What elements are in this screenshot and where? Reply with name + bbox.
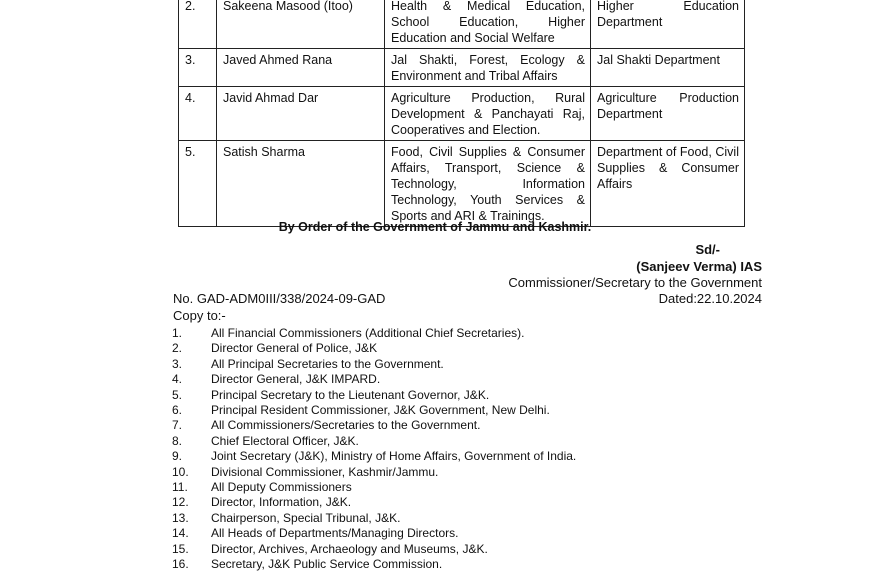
department: Department of Food, Civil Supplies & Consumer Affairs bbox=[591, 141, 745, 227]
list-item-text: Joint Secretary (J&K), Ministry of Home Affairs, Government of India. bbox=[211, 449, 577, 464]
list-item bbox=[172, 495, 576, 510]
serial-no: 2. bbox=[179, 0, 217, 49]
list-item bbox=[172, 341, 576, 356]
list-item-number: 2. bbox=[172, 341, 183, 356]
list-item-number: 11. bbox=[172, 480, 188, 495]
list-item bbox=[172, 372, 576, 387]
list-item-text: Director General of Police, J&K bbox=[211, 341, 378, 356]
list-item-text: All Deputy Commissioners bbox=[211, 480, 352, 495]
signature-sd: Sd/- bbox=[695, 242, 720, 257]
list-item-text: Director General, J&K IMPARD. bbox=[211, 372, 381, 387]
minister-name: Satish Sharma bbox=[217, 141, 385, 227]
signatory-name: (Sanjeev Verma) IAS bbox=[636, 259, 762, 274]
list-item-text: Chief Electoral Officer, J&K. bbox=[211, 433, 359, 448]
portfolio: Food, Civil Supplies & Consumer Affairs, Transport, Science & Technology, Information Technology, Youth Services & Sports and ARI & Trainings. bbox=[385, 141, 591, 227]
list-item-text: All Financial Commissioners (Additional Chief Secretaries). bbox=[211, 326, 525, 340]
list-item-number: 14. bbox=[172, 526, 189, 541]
list-item-text: All Heads of Departments/Managing Directors. bbox=[211, 526, 459, 541]
signatory-designation: Commissioner/Secretary to the Government bbox=[508, 275, 762, 290]
order-line: By Order of the Government of Jammu and Kashmir. bbox=[278, 220, 592, 234]
list-item bbox=[172, 449, 576, 464]
list-item-number: 4. bbox=[172, 372, 183, 387]
order-date: Dated:22.10.2024 bbox=[658, 291, 762, 306]
list-item-number: 7. bbox=[172, 418, 183, 433]
portfolio: Health & Medical Education, School Education, Higher Education and Social Welfare bbox=[385, 0, 591, 49]
department: Higher Education Department bbox=[591, 0, 745, 49]
serial-no: 4. bbox=[179, 87, 217, 141]
list-item bbox=[172, 357, 576, 372]
list-item bbox=[172, 388, 576, 403]
list-item bbox=[172, 403, 576, 418]
list-item-number: 6. bbox=[172, 403, 183, 418]
list-item bbox=[172, 526, 576, 541]
list-item-number: 3. bbox=[172, 356, 183, 371]
list-item-number: 5. bbox=[172, 387, 183, 402]
table-row bbox=[179, 87, 745, 141]
portfolio: Jal Shakti, Forest, Ecology & Environment and Tribal Affairs bbox=[385, 49, 591, 87]
list-item-text: All Principal Secretaries to the Government. bbox=[211, 356, 444, 371]
list-item-number: 1. bbox=[172, 326, 183, 340]
table-row bbox=[179, 49, 745, 87]
list-item-number: 12. bbox=[172, 495, 189, 510]
list-item-number: 16. bbox=[172, 557, 189, 572]
minister-name: Javid Ahmad Dar bbox=[217, 87, 385, 141]
copy-to-list bbox=[172, 326, 576, 573]
portfolio: Agriculture Production, Rural Development & Panchayati Raj, Cooperatives and Election. bbox=[385, 87, 591, 141]
list-item-text: Principal Resident Commissioner, J&K Government, New Delhi. bbox=[211, 403, 550, 418]
list-item-text: Principal Secretary to the Lieutenant Governor, J&K. bbox=[211, 387, 490, 402]
list-item bbox=[172, 542, 576, 557]
department: Agriculture Production Department bbox=[591, 87, 745, 141]
list-item bbox=[172, 418, 576, 433]
list-item-text: Director, Archives, Archaeology and Museums, J&K. bbox=[211, 541, 488, 556]
table-row bbox=[179, 141, 745, 227]
minister-name: Javed Ahmed Rana bbox=[217, 49, 385, 87]
list-item-text: Chairperson, Special Tribunal, J&K. bbox=[211, 510, 401, 525]
list-item bbox=[172, 465, 576, 480]
table-row bbox=[179, 0, 745, 49]
list-item-number: 8. bbox=[172, 433, 183, 448]
list-item-number: 13. bbox=[172, 510, 189, 525]
list-item-text: Director, Information, J&K. bbox=[211, 495, 352, 510]
serial-no: 5. bbox=[179, 141, 217, 227]
list-item-number: 10. bbox=[172, 464, 189, 479]
list-item bbox=[172, 511, 576, 526]
reference-number: No. GAD-ADM0III/338/2024-09-GAD bbox=[173, 291, 386, 306]
list-item bbox=[172, 480, 576, 495]
serial-no: 3. bbox=[179, 49, 217, 87]
list-item-number: 15. bbox=[172, 541, 189, 556]
list-item-number: 9. bbox=[172, 449, 183, 464]
portfolio-allocation-table bbox=[178, 0, 745, 227]
minister-name: Sakeena Masood (Itoo) bbox=[217, 0, 385, 49]
list-item-text: All Commissioners/Secretaries to the Government. bbox=[211, 418, 481, 433]
list-item-text: Divisional Commissioner, Kashmir/Jammu. bbox=[211, 464, 439, 479]
department: Jal Shakti Department bbox=[591, 49, 745, 87]
list-item bbox=[172, 434, 576, 449]
list-item-text: Secretary, J&K Public Service Commission. bbox=[211, 557, 443, 572]
list-item bbox=[172, 557, 576, 572]
list-item bbox=[172, 326, 576, 341]
copy-to-label: Copy to:- bbox=[173, 308, 226, 323]
